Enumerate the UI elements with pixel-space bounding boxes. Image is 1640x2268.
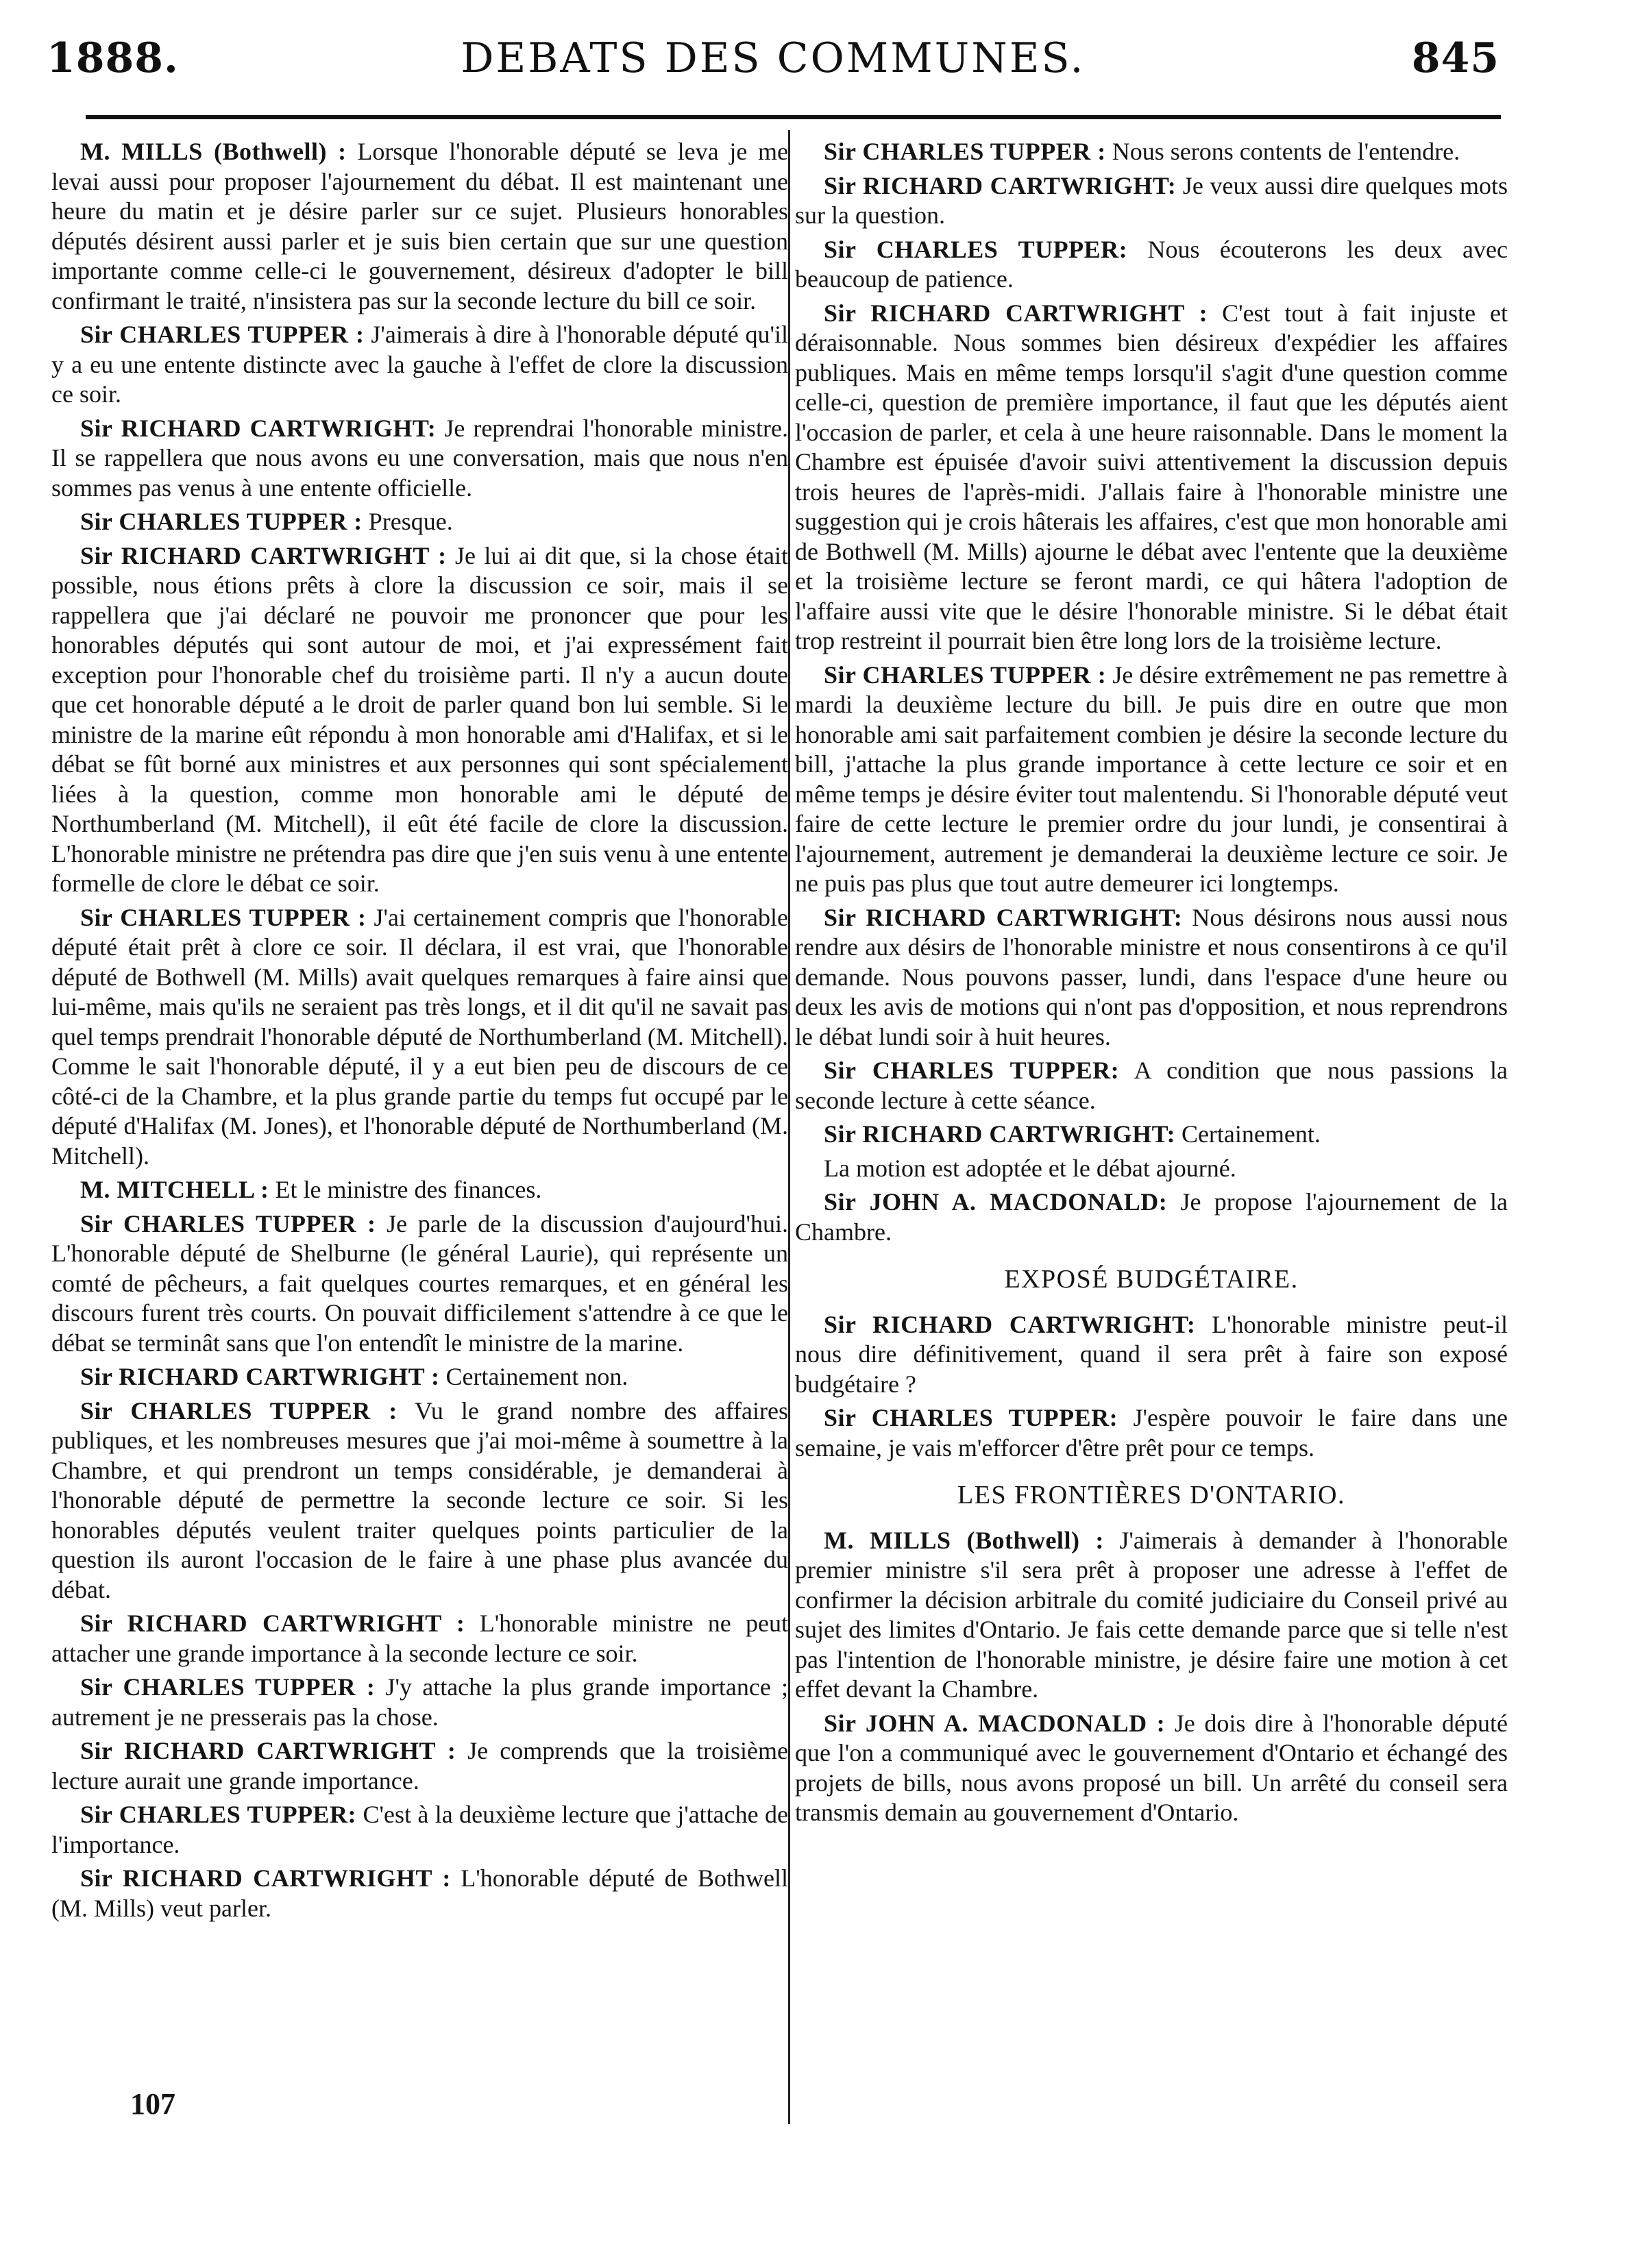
section-heading: EXPOSÉ BUDGÉTAIRE. [1004,1265,1299,1294]
speech-paragraph [51,1609,788,1668]
speech-text: Certainement. [1181,1120,1321,1148]
header-rule [86,115,1501,119]
speech-text: Je désire extrêmement ne pas remettre à mardi la deuxième lecture du bill. Je puis dire en outre que mon honorable ami sait parfaitement combien je désire la seconde lecture du bill, j'attache la plus grande importance à cette lecture ce soir et en même temps je désire éviter tout malentendu. Si l'honorable député veut faire de cette lecture le premier ordre du jour lundi, je consentirai à l'ajournement, autrement je demanderai la deuxième lecture ce soir. Je ne puis pas plus que tout autre demeurer ici longtemps. [795,661,1508,897]
speaker-name: M. MILLS (Bothwell) : [824,1526,1104,1554]
speaker-name: Sir CHARLES TUPPER : [80,321,365,348]
speech-paragraph [795,235,1508,295]
speech-paragraph [51,1864,788,1923]
left-column [51,137,788,1927]
column-divider [788,130,790,2124]
speaker-name: Sir RICHARD CARTWRIGHT: [824,1310,1196,1338]
speech-paragraph [795,903,1508,1052]
signature-mark: 107 [130,2087,175,2121]
speech-text: Nous désirons nous aussi nous rendre aux désirs de l'honorable ministre et nous consentirons à ce qu'il demande. Nous pouvons passer, lundi, dans l'espace d'une heure ou deux les avis de motions qui n'ont pas d'opposition, et nous reprendrons le débat lundi soir à huit heures. [795,903,1508,1050]
speech-text: Je reprendrai l'honorable ministre. Il se rappellera que nous avons eu une conversation, mais que nous n'en sommes pas venus à une entente officielle. [51,414,788,502]
speech-text: L'honorable ministre ne peut attacher une grande importance à la seconde lecture ce soir. [51,1610,788,1667]
speech-paragraph [795,1154,1508,1184]
speech-paragraph [51,1736,788,1796]
speaker-name: Sir CHARLES TUPPER : [80,508,363,535]
speaker-name: Sir CHARLES TUPPER: [824,235,1128,263]
speaker-name: Sir CHARLES TUPPER: [824,1404,1118,1431]
page-title: DEBATS DES COMMUNES. [461,34,1086,82]
speech-paragraph [51,1800,788,1860]
speaker-name: Sir CHARLES TUPPER : [80,1396,397,1425]
speaker-name: Sir RICHARD CARTWRIGHT: [824,171,1177,199]
speech-text: A condition que nous passions la seconde lecture à cette séance. [795,1057,1508,1114]
speech-paragraph [51,1673,788,1732]
speech-text: Nous serons contents de l'entendre. [1112,138,1460,165]
speech-paragraph [795,661,1508,899]
speech-paragraph [51,903,788,1172]
speaker-name: Sir JOHN A. MACDONALD : [824,1709,1166,1737]
speaker-name: Sir RICHARD CARTWRIGHT: [824,903,1183,931]
speech-text: L'honorable député de Bothwell (M. Mills) veut parler. [51,1864,788,1922]
speech-paragraph [51,1209,788,1359]
speech-text: Je parle de la discussion d'aujourd'hui. L'honorable député de Shelburne (le général Laurie), qui représente un comté de pêcheurs, a fait quelques courtes remarques, et en général les discours furent très courts. On pouvait difficilement s'attendre à ce que le débat se terminât sans que l'on entendît le ministre de la marine. [51,1209,789,1357]
speech-paragraph [51,541,788,899]
speaker-name: Sir RICHARD CARTWRIGHT: [80,414,437,442]
speaker-name: Sir CHARLES TUPPER : [80,1673,376,1701]
speech-text: J'espère pouvoir le faire dans une semaine, je vais m'efforcer d'être prêt pour ce temps. [795,1404,1508,1462]
speech-paragraph [795,1187,1508,1247]
speaker-name: Sir RICHARD CARTWRIGHT : [80,1610,465,1637]
speech-text: Je comprends que la troisième lecture aurait une grande importance. [51,1737,788,1795]
speaker-name: M. MILLS (Bothwell) : [80,138,347,165]
speech-paragraph [51,1362,788,1392]
speech-text: Et le ministre des finances. [275,1176,542,1203]
speech-text: Presque. [368,508,453,535]
speech-text: Je veux aussi dire quelques mots sur la question. [795,171,1508,229]
speech-paragraph [51,1396,788,1605]
page-header [47,34,1500,89]
speech-paragraph [51,1175,788,1205]
speech-paragraph [51,320,788,410]
speech-text: C'est à la deuxième lecture que j'attache de l'importance. [51,1801,789,1858]
speech-paragraph [51,137,788,316]
speech-text: J'aimerais à demander à l'honorable premier ministre s'il sera prêt à proposer une adresse à l'effet de confirmer la décision arbitrale du comité judiciaire du Conseil privé au sujet des limites d'Ontario. Je fais cette demande parce que si telle n'est pas l'intention de l'honorable ministre, je désire faire une motion à cet effet devant la Chambre. [795,1526,1508,1703]
speech-text: Vu le grand nombre des affaires publiques, et les nombreuses mesures que j'ai moi-même à soumettre à la Chambre, et qui prendront un temps considérable, je demanderai à l'honorable député de permettre la seconde lecture ce soir. Si les honorables députés veulent traiter quelques points particulier de la question ils auront l'occasion de le faire à une phase plus avancée du débat. [51,1396,788,1603]
page-number: 845 [1411,34,1500,82]
speech-paragraph [51,507,788,537]
header-year: 1888. [47,34,179,82]
speech-paragraph [795,1403,1508,1463]
speech-paragraph [795,171,1508,231]
speech-text: J'aimerais à dire à l'honorable député qu'il y a eu une entente distincte avec la gauche à l'effet de clore la discussion ce soir. [51,321,788,408]
speech-text: Je lui ai dit que, si la chose était possible, nous étions prêts à clore la discussion ce soir, mais il se rappellera que j'ai déclaré ne pouvoir me prononcer que pour les honorables députés qui sont autour de moi, et j'ai expressément fait exception pour l'honorable chef du troisième parti. Il n'y a aucun doute que cet honorable député a le droit de parler quand bon lui semble. Si le ministre de la marine eût répondu à mon honorable ami d'Halifax, et si le débat se fût borné aux ministres et aux personnes qui sont spécialement liées à la question, comme mon honorable ami le député de Northumberland (M. Mitchell), il eût été facile de clore la discussion. L'honorable ministre ne prétendra pas dire que j'en suis venu à une entente formelle de clore le débat ce soir. [51,541,788,897]
speech-text: L'honorable ministre peut-il nous dire définitivement, quand il sera prêt à faire son exposé budgétaire ? [795,1310,1508,1398]
speech-text: J'y attache la plus grande importance ; autrement je ne presserais pas la chose. [51,1673,788,1731]
speech-paragraph [795,299,1508,656]
speech-paragraph [795,1310,1508,1400]
speech-text: C'est tout à fait injuste et déraisonnable. Nous sommes bien désireux d'expédier les affaires publiques. Mais en même temps lorsqu'il s'agit d'une question comme celle-ci, question de première importance, il faut que les députés aient l'occasion de parler, et cela à une heure raisonnable. Dans le moment la Chambre est épuisée d'avoir suivi attentivement la discussion depuis trois heures de l'après-midi. J'allais faire à l'honorable ministre une suggestion qui je crois hâterais les affaires, c'est que mon honorable ami de Bothwell (M. Mills) ajourne le débat avec l'entente que la deuxième et la troisième lecture se feront mardi, ce qui hâtera l'adoption de l'affaire aussi vite que le désire l'honorable ministre. Si le débat était trop restreint il pourrait bien être long lors de la troisième lecture. [795,299,1508,654]
speaker-name: Sir JOHN A. MACDONALD: [824,1188,1168,1216]
speech-paragraph [795,1056,1508,1115]
speech-text: Certainement non. [445,1363,628,1390]
speech-text: Je propose l'ajournement de la Chambre. [795,1188,1508,1246]
speaker-name: Sir RICHARD CARTWRIGHT : [80,1864,451,1892]
speech-paragraph [795,137,1508,167]
speaker-name: Sir CHARLES TUPPER : [80,1209,376,1237]
speaker-name: Sir CHARLES TUPPER : [80,903,367,931]
speaker-name: Sir CHARLES TUPPER : [824,138,1106,165]
speech-text: Nous écouterons les deux avec beaucoup de patience. [795,235,1508,293]
speech-paragraph [795,1709,1508,1828]
speaker-name: Sir CHARLES TUPPER: [824,1057,1120,1084]
speaker-name: Sir CHARLES TUPPER : [824,661,1107,689]
speech-text: Lorsque l'honorable député se leva je me levai aussi pour proposer l'ajournement du débat. Il est maintenant une heure du matin et je désire parler sur ce sujet. Plusieurs honorables députés désirent aussi parler et je suis bien certain que sur une question importante comme celle-ci le gouvernement, désireux d'adopter le bill confirmant le traité, n'insistera pas sur la seconde lecture du bill ce soir. [51,138,789,315]
speaker-name: Sir CHARLES TUPPER: [80,1801,357,1828]
speaker-name: Sir RICHARD CARTWRIGHT : [80,541,447,569]
speech-text: Je dois dire à l'honorable député que l'on a communiqué avec le gouvernement d'Ontario et échangé des projets de bills, nous avons proposé un bill. Un arrêté du conseil sera transmis demain au gouvernement d'Ontario. [795,1709,1508,1826]
speaker-name: Sir RICHARD CARTWRIGHT: [824,1120,1175,1148]
speech-paragraph [795,1120,1508,1150]
speech-paragraph [51,414,788,504]
speech-text: La motion est adoptée et le débat ajourné. [824,1154,1236,1182]
speaker-name: Sir RICHARD CARTWRIGHT : [80,1737,456,1764]
speaker-name: Sir RICHARD CARTWRIGHT : [80,1363,440,1390]
speech-paragraph [795,1526,1508,1705]
section-heading: LES FRONTIÈRES D'ONTARIO. [957,1481,1345,1509]
speaker-name: M. MITCHELL : [80,1176,269,1203]
speaker-name: Sir RICHARD CARTWRIGHT : [824,299,1208,327]
right-column [795,137,1508,1832]
speech-text: J'ai certainement compris que l'honorable député était prêt à clore ce soir. Il déclara, il est vrai, que l'honorable député de Bothwell (M. Mills) avait quelques remarques à faire ainsi que lui-même, mais qu'ils ne seraient pas très longs, et il dit qu'il ne savait pas quel temps prendrait l'honorable député de Northumberland (M. Mitchell). Comme le sait l'honorable député, il y a eut bien peu de discours de ce côté-ci de la Chambre, et la plus grande partie du temps fut occupé par le député d'Halifax (M. Jones), et l'honorable député de Northumberland (M. Mitchell). [51,903,788,1170]
